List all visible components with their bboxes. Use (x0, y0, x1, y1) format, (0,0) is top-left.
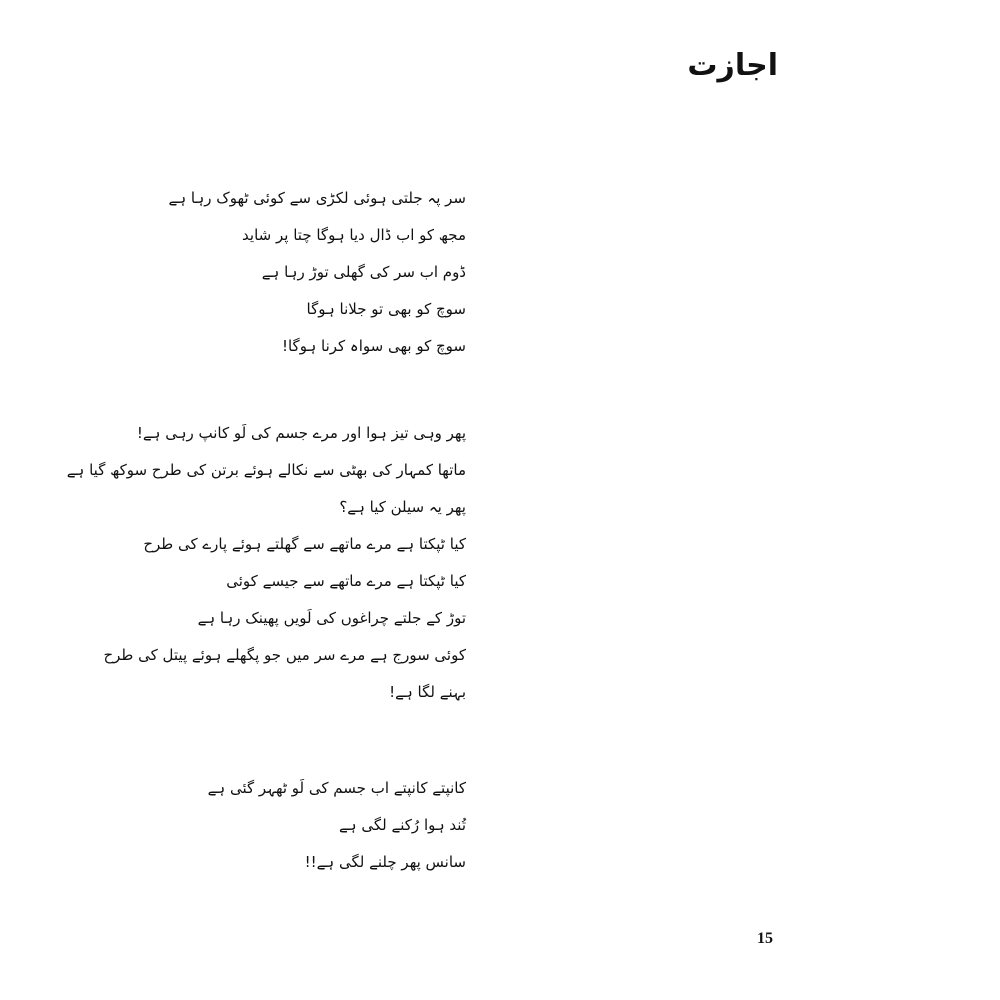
poem-line: کوئی سورج ہے مرے سر میں جو پگھلے ہوئے پیتل کی طرح (103, 646, 466, 664)
poem-line: ماتھا کمہار کی بھٹی سے نکالے ہوئے برتن کی طرح سوکھ گیا ہے (66, 461, 466, 479)
poem-line: بہنے لگا ہے! (389, 683, 466, 701)
poem-line: کانپتے کانپتے اب جسم کی لَو ٹھہر گئی ہے (207, 779, 466, 797)
poem-line: تُند ہوا رُکنے لگی ہے (339, 816, 466, 834)
poem-line: پھر وہی تیز ہوا اور مرے جسم کی لَو کانپ رہی ہے! (136, 424, 466, 442)
poem-line: مجھ کو اب ڈال دیا ہوگا چتا پر شاید (242, 226, 466, 244)
poem-line: کیا ٹپکتا ہے مرے ماتھے سے گھلتے ہوئے پارے کی طرح (143, 535, 466, 553)
stanza-1 (169, 180, 466, 365)
poem-line: سوچ کو بھی سواہ کرنا ہوگا! (281, 337, 466, 355)
stanza-2 (67, 415, 466, 711)
poem-line: پھر یہ سیلن کیا ہے؟ (339, 498, 466, 516)
stanza-3 (208, 770, 466, 881)
poem-line: سوچ کو بھی تو جلانا ہوگا (306, 300, 466, 318)
page-number: 15 (757, 930, 773, 947)
poem-line: سانس پھر چلنے لگی ہے!! (304, 853, 466, 871)
poem-line: توڑ کے جلتے چراغوں کی لَویں پھینک رہا ہے (197, 609, 466, 627)
poem-line: کیا ٹپکتا ہے مرے ماتھے سے جیسے کوئی (226, 572, 466, 590)
poem-title: اجازت (687, 48, 778, 83)
poem-line: سر پہ جلتی ہوئی لکڑی سے کوئی ٹھوک رہا ہے (168, 189, 466, 207)
poem-line: ڈوم اب سر کی گھلی توڑ رہا ہے (261, 263, 466, 281)
